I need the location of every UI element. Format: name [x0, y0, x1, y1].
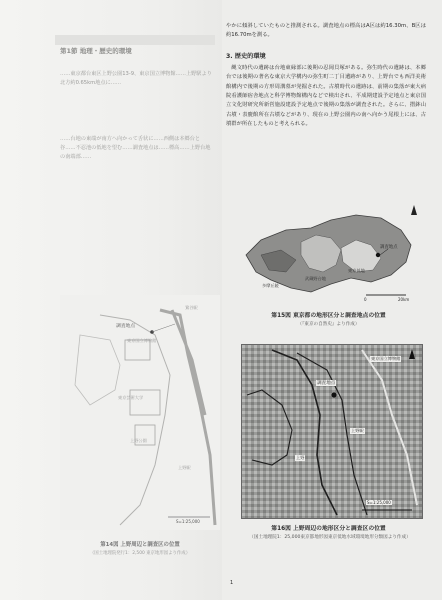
fig15-survey-marker	[376, 253, 380, 257]
fig14-caption: 第14図 上野周辺と調査区の位置	[100, 542, 180, 548]
fig16-label-ueno: 上野	[296, 455, 305, 460]
right-column	[226, 22, 426, 130]
left-paragraph-1: ……東京都台東区上野公園13-9、東京国立博物館……上野駅より北方約0.65km地点に……	[60, 71, 212, 87]
right-paragraph-top: やかに傾斜していたものと推測される。調査地点の標高はA区は約16.30m、B区は約16.70mを測る。	[226, 23, 426, 39]
section-title-history: 3. 歴史的環境	[226, 52, 266, 60]
fig14-label-park: 上野公園	[130, 438, 147, 443]
header-band	[55, 35, 215, 45]
fig15-label-c: 多摩丘陵	[262, 283, 279, 288]
page-number: 1	[230, 580, 234, 586]
fig16-subcaption: （国土地理院1：25,000東京都地形図東京低地水域環境地形分類図より作成）	[249, 535, 411, 540]
fig16-survey-marker	[331, 392, 336, 397]
fig14-label-station: 上野駅	[178, 465, 191, 470]
fig15-scale-20: 20km	[398, 297, 410, 302]
fig16-scale-label: S=1:25,000	[367, 500, 391, 505]
fig16-label-station: 上野駅	[351, 428, 364, 433]
fig16-map	[241, 344, 423, 519]
fig15-map	[231, 200, 426, 305]
history-paragraph: 縄文時代の遺跡は台地東縁部に後期の忍岡貝塚がある。弥生時代の遺跡は、本郷台では後期の著名な東京大学構内の弥生町二丁目遺跡があり、上野台でも西洋美術館構内で後期の方形周溝墓が発掘された。古墳時代の遺跡は、前期の集落が東大病院看護師宿舎地点と科学博物館構内などで検出され、平成期建設予定地点と東京国立文化財研究所新営施設建設予定地点で後期の集落が調査された。さらに、摺鉢山古墳・表慶館所在古墳などがあり、現在の上野公園内の南へ向かう尾根上には、古墳群が所在したものと考えられる。	[226, 64, 426, 128]
fig14-map	[60, 295, 220, 530]
fig15-subcaption: （『東京の自然史』より作成）	[297, 322, 360, 327]
fig14-subcaption: （国土地理院発行1：2,500 東京地形図より作成）	[89, 551, 191, 556]
fig16-label-museum: 東京国立博物館	[371, 356, 401, 361]
fig14-label-uguisudani: 鶯谷駅	[185, 305, 198, 310]
fig15-label-survey: 調査地点	[380, 245, 398, 250]
fig14-label-survey: 調査地点	[116, 324, 136, 329]
fig16-caption: 第16図 上野周辺の地形区分と調査区の位置	[271, 526, 386, 532]
fig14-label-museum: 東京国立博物館	[127, 338, 157, 343]
left-paragraph-2: ……台地の東端が南方へ向かって舌状に……西側は本郷台と谷……不忍池の低地を望む……調査地点は……標高……上野台地の南端部……	[60, 136, 211, 161]
fig15-label-b: 東京低地	[348, 268, 365, 273]
fig15-label-a: 武蔵野台地	[305, 276, 326, 281]
fig15-scale-0: 0	[364, 297, 367, 302]
fig14-scale-label: S=1:25,000	[176, 519, 200, 524]
fig16-label-survey: 調査地点	[317, 381, 336, 386]
left-section-header: 第1節 地理・歴史的環境	[60, 47, 132, 55]
fig15-caption: 第15図 東京都の地形区分と調査地点の位置	[271, 313, 386, 319]
fig14-label-university: 東京芸術大学	[118, 395, 144, 400]
